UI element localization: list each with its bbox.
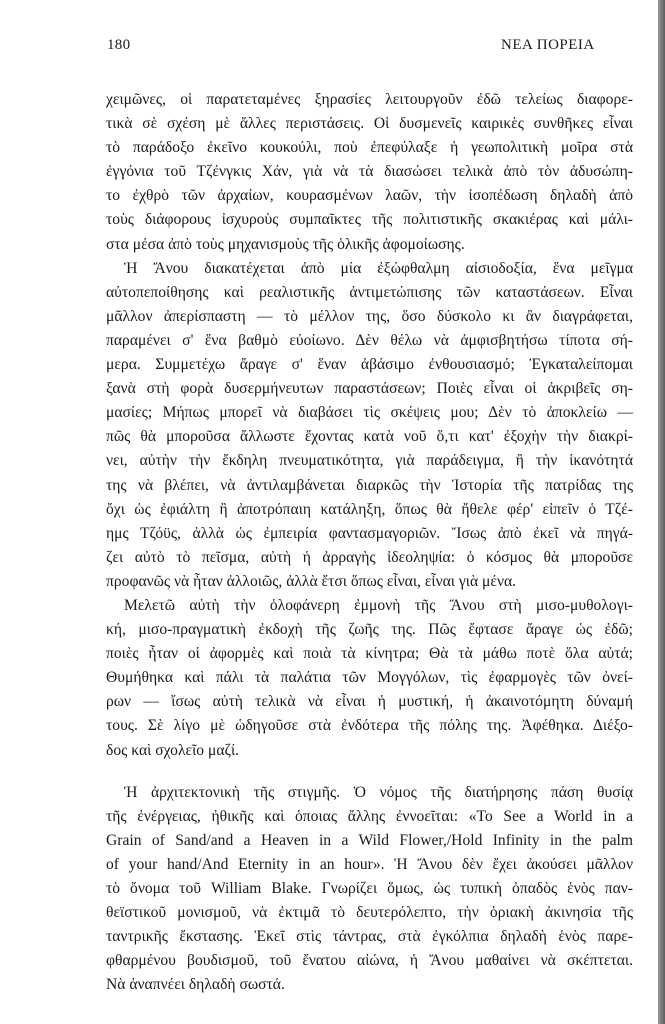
- text-line: παραμένει σ' ἕνα βαθμὸ εὐοίωνο. Δὲν θέλω νὰ ἀμφισβητήσω τίποτα σή-: [106, 331, 633, 349]
- text-line: προφανῶς νὰ ἦταν ἀλλοιῶς, ἀλλὰ ἔτσι ὅπως εἶναι, εἶναι γιὰ μένα.: [106, 572, 517, 590]
- text-line: δος καὶ σχολεῖο μαζί.: [106, 741, 240, 759]
- text-line: στα μέσα ἀπὸ τοὺς μηχανισμοὺς τῆς ὁλικῆς ἀφομοίωσης.: [106, 235, 465, 253]
- text-line: ἐγγόνια τοῦ Τζένγκις Χάν, γιὰ νὰ τὰ διασώσει τελικὰ ἀπὸ τὸν ἀδυσώπη-: [106, 163, 633, 181]
- text-line: ταντρικῆς ἔκστασης. Ἐκεῖ στὶς τάντρας, στὰ ἐγκόλπια δηλαδὴ ἑνὸς παρε-: [106, 928, 633, 946]
- text-line: ὄχι ὡς ἐφιάλτη ἢ ἀποτρόπαιη κατάληξη, ὅπως θὰ ἤθελε φέρ' εἰπεῖν ὁ Τζέ-: [106, 500, 633, 518]
- text-line: of your hand/And Eternity in an hour». Ἡ Ἄνου δὲν ἔχει ἀκούσει μᾶλλον: [106, 855, 633, 873]
- text-line: το ἐχθρὸ τῶν ἀρχαίων, κουρασμένων λαῶν, τὴν ἰσοπέδωση δηλαδὴ ἀπὸ: [106, 187, 633, 205]
- text-line: ξανὰ στὴ φορὰ δυσερμήνευτων παραστάσεων; Ποιὲς εἶναι οἱ ἀκριβεῖς ση-: [106, 380, 633, 398]
- text-line: πῶς θὰ μποροῦσα ἄλλωστε ἔχοντας κατὰ νοῦ ὅ,τι κατ' ἐξοχὴν τὴν διακρί-: [106, 428, 633, 446]
- text-line: θεϊστικοῦ μονισμοῦ, νὰ ἐκτιμᾶ τὸ δευτερόλεπτο, τὴν ὁριακὴ ἀκινησία τῆς: [106, 904, 633, 922]
- paragraph: [106, 781, 633, 998]
- body-text: [106, 88, 633, 997]
- text-line: ημς Τζόϋς, ἀλλὰ ὡς ἐμπειρία φαντασμαγοριῶν. Ἴσως ἀπὸ ἐκεῖ νὰ πηγά-: [106, 524, 633, 542]
- section-break: [106, 763, 633, 781]
- text-line: Ἡ ἀρχιτεκτονικὴ τῆς στιγμῆς. Ὁ νόμος τῆς διατήρησης πάση θυσίᾳ: [124, 783, 633, 801]
- text-line: ρων — ἴσως αὐτὴ τελικὰ νὰ εἶναι ἡ μυστική, ἡ ἀκαινοτόμητη δύναμή: [106, 693, 633, 711]
- text-line: φθαρμένου βουδισμοῦ, τοῦ ἔνατου αἰώνα, ἡ Ἄνου μαθαίνει νὰ σκέπτεται.: [106, 952, 633, 970]
- text-line: της νὰ βλέπει, νὰ ἀντιλαμβάνεται διαρκῶς τὴν Ἱστορία τῆς πατρίδας της: [106, 476, 633, 494]
- text-line: Νὰ ἀναπνέει δηλαδὴ σωστά.: [106, 976, 285, 994]
- paragraph: [106, 88, 633, 257]
- text-line: μᾶλλον ἀπερίσπαστη — τὸ μέλλον της, ὅσο δύσκολο κι ἂν διαγράφεται,: [106, 307, 633, 325]
- paragraph: [106, 594, 633, 763]
- text-line: τῆς ἐνέργειας, ἠθικῆς καὶ ὁποιας ἄλλης ἐννοεῖται: «To See a World in a: [106, 807, 633, 825]
- text-line: κή, μισο-πραγματικὴ ἐκδοχὴ τῆς ζωῆς της. Πῶς ἔφτασε ἄραγε ὡς ἐδῶ;: [106, 621, 633, 639]
- text-line: Ἡ Ἄνου διακατέχεται ἀπὸ μία ἐξώφθαλμη αἰσιοδοξία, ἕνα μεῖγμα: [124, 259, 633, 277]
- text-line: τους. Σὲ λίγο μὲ ὡδηγοῦσε στὰ ἐνδότερα τῆς πόλης της. Ἀφέθηκα. Διέξο-: [106, 717, 633, 735]
- text-line: τικὰ σὲ σχέση μὲ ἄλλες περιστάσεις. Οἱ δυσμενεῖς καιρικὲς συνθῆκες εἶναι: [106, 115, 633, 133]
- text-line: χειμῶνες, οἱ παρατεταμένες ξηρασίες λειτουργοῦν ἐδῶ τελείως διαφορε-: [106, 91, 633, 108]
- text-line: αὐτοπεποίθησης καὶ ρεαλιστικῆς ἀντιμετώπισης τῶν καταστάσεων. Εἶναι: [106, 283, 633, 301]
- text-line: τοὺς διάφορους ἰσχυροὺς συμπαῖκτες τῆς πολιτιστικῆς σκακιέρας καὶ μάλι-: [106, 211, 633, 229]
- text-line: ποιὲς ἦταν οἱ ἀφορμὲς καὶ ποιὰ τὰ κίνητρα; Θὰ τὰ μάθω ποτὲ ὅλα αὐτά;: [106, 645, 633, 663]
- running-head: ΝΕΑ ΠΟΡΕΙΑ: [501, 37, 595, 53]
- paragraph: [106, 257, 633, 594]
- text-line: τὸ παράδοξο ἐκεῖνο κουκούλι, ποὺ ἐπεφύλαξε ἡ γεωπολιτικὴ μοῖρα στὰ: [106, 139, 633, 157]
- text-line: νει, αὐτὴν τὴν ἔκδηλη πνευματικότητα, γιὰ παράδειγμα, ἢ τὴν ἱκανότητά: [106, 452, 633, 470]
- text-line: Θυμήθηκα καὶ πάλι τὰ παλάτια τῶν Μογγόλων, τὶς ἐφαρμογὲς τῶν ὀνεί-: [106, 669, 633, 687]
- text-line: μασίες; Μήπως μπορεῖ νὰ διαβάσει τὶς σκέψεις μου; Δὲν τὸ ἀποκλείω —: [106, 404, 633, 422]
- text-line: ζει αὐτὸ τὸ πεῖσμα, αὐτὴ ἡ ἀρραγὴς ἰδεοληψία: ὁ κόσμος θὰ μποροῦσε: [106, 548, 633, 566]
- text-line: Μελετῶ αὐτὴ τὴν ὁλοφάνερη ἐμμονὴ τῆς Ἄνου στὴ μισο-μυθολογι-: [124, 596, 633, 614]
- text-line: Grain of Sand/and a Heaven in a Wild Flower,/Hold Infinity in the palm: [106, 831, 633, 849]
- page-number: 180: [107, 37, 131, 53]
- page-edge-shadow: [658, 0, 665, 1024]
- text-line: τὸ ὄνομα τοῦ William Blake. Γνωρίζει ὅμως, ὡς τυπικὴ ὀπαδὸς ἑνὸς παν-: [106, 880, 633, 897]
- text-line: μερα. Συμμετέχω ἄραγε σ' ἕναν ἀβάσιμο ἐνθουσιασμό; Ἐγκαταλείπομαι: [106, 356, 633, 374]
